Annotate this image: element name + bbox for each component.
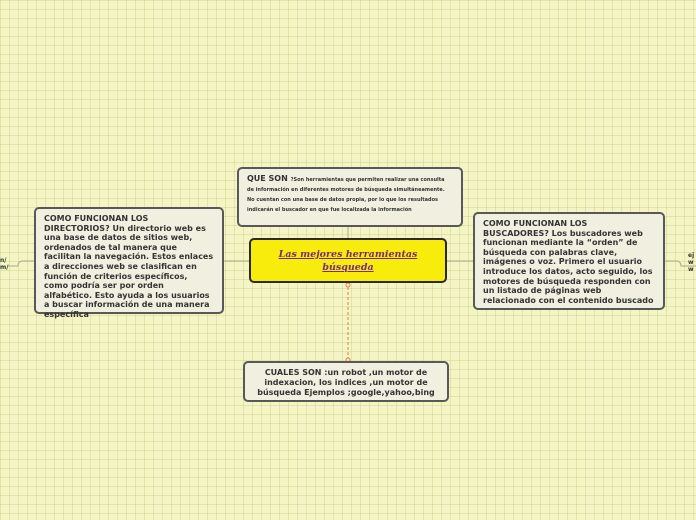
central-topic[interactable] bbox=[249, 238, 447, 283]
offscreen-topic-left-fragment: n/ m/ bbox=[0, 257, 9, 271]
central-topic-title: Las mejores herramientas búsqueda bbox=[278, 248, 418, 273]
topic-directorios-text: COMO FUNCIONAN LOS DIRECTORIOS? Un directorio web es una base de datos de sitios web, ordenados de tal manera que facilitan la navegación. Estos enlaces a direcciones web se clasifican en función de criterios específicos, como podría ser por orden alfabético. Esto ayuda a los usuarios a buscar información de una manera específica bbox=[44, 214, 214, 319]
topic-directorios[interactable] bbox=[34, 207, 224, 319]
topic-cuales-son-text: CUALES SON :un robot ,un motor de indexacion, los indices ,un motor de búsqueda Ejemplos ;google,yahoo,bing bbox=[257, 368, 435, 397]
topic-cuales-son[interactable] bbox=[243, 361, 449, 402]
connector-left-outer bbox=[8, 261, 34, 266]
topic-buscadores[interactable] bbox=[473, 212, 665, 310]
topic-que-son-text: ?Son herramientas que permiten realizar una consulta de información en diferentes motores de búsqueda simultáneamente. No cuentan con una base de datos propia, por lo que los resultados indicarán el buscador en que fue localizada la información bbox=[247, 177, 445, 213]
relationship-start-handle bbox=[346, 283, 350, 287]
topic-que-son-lead: QUE SON bbox=[247, 174, 291, 183]
offscreen-topic-right-fragment: ej w w bbox=[688, 252, 695, 273]
topic-buscadores-text: COMO FUNCIONAN LOS BUSCADORES? Los buscadores web funcionan mediante la “orden” de búsqueda con palabras clave, imágenes o voz. Primero el usuario introduce los datos, acto seguido, los motores de búsqueda responden con un listado de páginas web relacionado con el contenido buscado bbox=[483, 219, 654, 305]
topic-que-son[interactable] bbox=[237, 167, 463, 227]
